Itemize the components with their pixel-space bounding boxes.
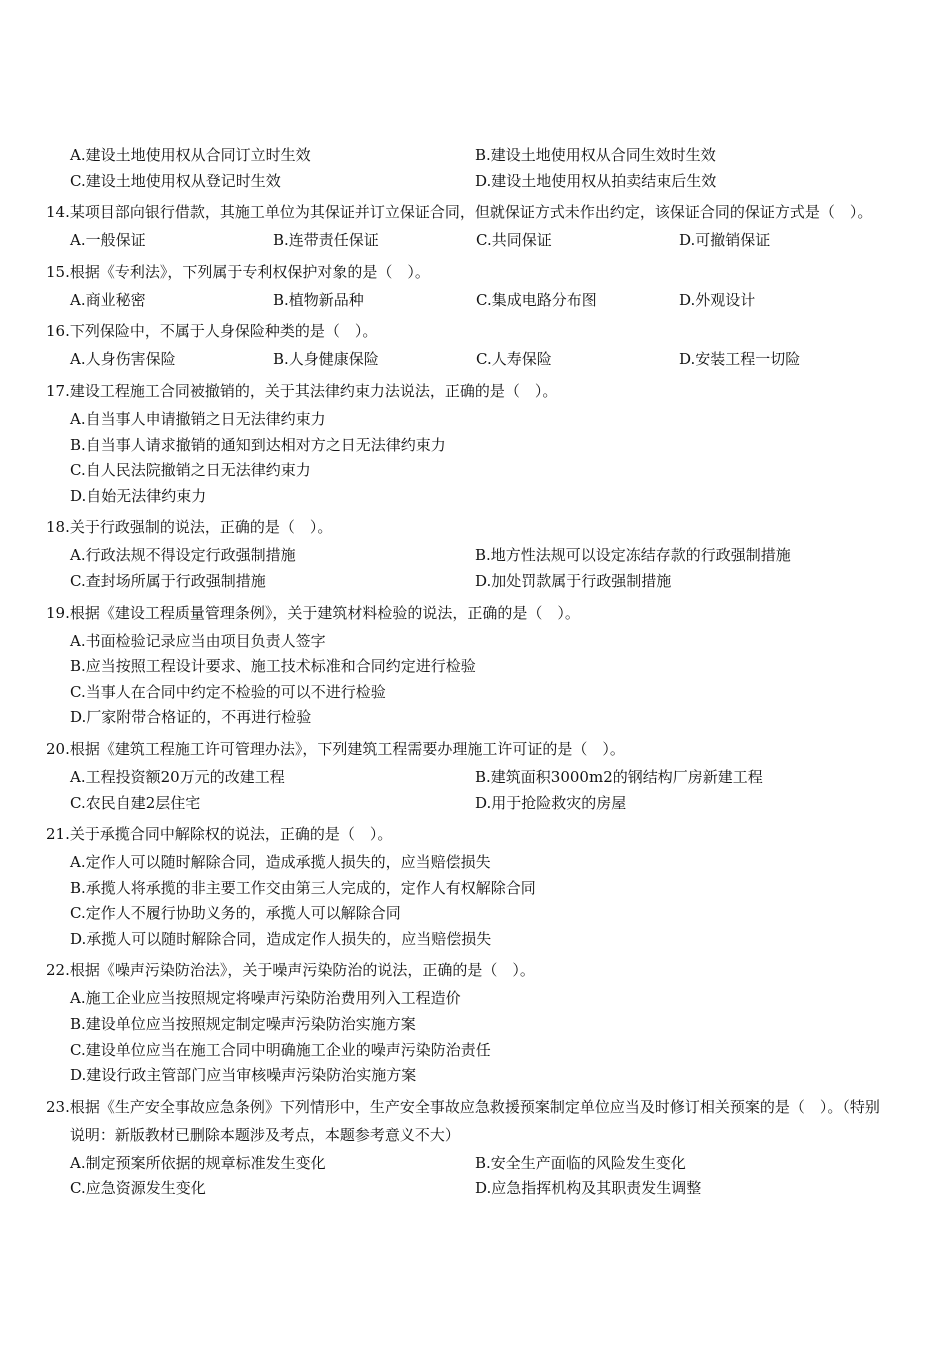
q17-number: 17. [46,381,70,400]
q19-stem [46,599,886,627]
q19-option-a: A.书面检验记录应当由项目负责人签字 [70,631,326,650]
q15-text: 根据《专利法》，下列属于专利权保护对象的是（ ）。 [69,262,430,281]
q14-option-a: A.一般保证 [70,231,146,250]
q20-number: 20. [46,739,70,758]
q16-option-d: D.安装工程一切险 [679,350,801,369]
q15-option-c: C.集成电路分布图 [476,290,597,309]
q14-number: 14. [46,203,70,222]
q19-options [46,629,886,731]
q16-option-a: A.人身伤害保险 [70,350,176,369]
q22-stem [46,956,886,984]
q22-option-d: D.建设行政主管部门应当审核噪声污染防治实施方案 [70,1066,417,1085]
q20-option-b: B.建筑面积3000m2的钢结构厂房新建工程 [475,767,763,786]
q23-stem [46,1093,886,1149]
q20-text: 根据《建筑工程施工许可管理办法》，下列建筑工程需要办理施工许可证的是（ ）。 [69,739,625,758]
q21-stem [46,820,886,848]
q13-option-b: B.建设土地使用权从合同生效时生效 [475,146,716,164]
q21-number: 21. [46,825,70,844]
question-list [46,143,886,1202]
q20-option-d: D.用于抢险救灾的房屋 [475,793,627,812]
q15-option-a: A.商业秘密 [70,290,146,309]
q19-text: 根据《建设工程质量管理条例》，关于建筑材料检验的说法，正确的是（ ）。 [69,603,580,622]
q18-stem [46,513,886,541]
q21-text: 关于承揽合同中解除权的说法，正确的是（ ）。 [69,825,393,844]
q13-options [46,143,886,194]
q13-option-d: D.建设土地使用权从拍卖结束后生效 [475,171,717,190]
q23-number: 23. [46,1097,70,1116]
q16-stem [46,317,886,345]
q21-options [46,850,886,952]
q18-options [46,543,886,594]
q22-number: 22. [46,961,70,980]
q22-text: 根据《噪声污染防治法》，关于噪声污染防治的说法，正确的是（ ）。 [69,961,535,980]
q16-number: 16. [46,322,70,341]
q18-number: 18. [46,518,70,537]
q13-option-c: C.建设土地使用权从登记时生效 [70,171,281,190]
q23-option-b: B.安全生产面临的风险发生变化 [475,1153,686,1172]
q16-option-b: B.人身健康保险 [273,350,379,369]
q14-options [46,228,886,254]
q21-option-a: A.定作人可以随时解除合同，造成承揽人损失的，应当赔偿损失 [70,853,491,872]
q15-option-b: B.植物新品种 [273,290,364,309]
q17-stem [46,377,886,405]
q18-option-b: B.地方性法规可以设定冻结存款的行政强制措施 [475,546,791,565]
q15-options [46,288,886,314]
q14-stem [46,198,886,226]
q14-option-b: B.连带责任保证 [273,231,379,250]
q20-stem [46,735,886,763]
q18-option-a: A.行政法规不得设定行政强制措施 [70,546,296,565]
q14-text: 某项目部向银行借款，其施工单位为其保证并订立保证合同，但就保证方式未作出约定，该保证合同的保证方式是（ ）。 [69,203,873,222]
q18-option-d: D.加处罚款属于行政强制措施 [475,571,672,590]
q17-option-a: A.自当事人申请撤销之日无法律约束力 [70,409,326,428]
q18-option-c: C.查封场所属于行政强制措施 [70,571,266,590]
q23-option-c: C.应急资源发生变化 [70,1179,206,1198]
q22-option-a: A.施工企业应当按照规定将噪声污染防治费用列入工程造价 [70,989,461,1008]
q16-text: 下列保险中，不属于人身保险种类的是（ ）。 [69,322,378,341]
q14-option-d: D.可撤销保证 [679,231,771,250]
q19-option-b: B.应当按照工程设计要求、施工技术标准和合同约定进行检验 [70,657,476,676]
q20-options [46,765,886,816]
q17-option-d: D.自始无法律约束力 [70,486,207,505]
q14-option-c: C.共同保证 [476,231,552,250]
q20-option-c: C.农民自建2层住宅 [70,793,201,812]
q23-option-d: D.应急指挥机构及其职责发生调整 [475,1179,702,1198]
q21-option-d: D.承揽人可以随时解除合同，造成定作人损失的，应当赔偿损失 [70,929,492,948]
q21-option-b: B.承揽人将承揽的非主要工作交由第三人完成的，定作人有权解除合同 [70,878,536,897]
q21-option-c: C.定作人不履行协助义务的，承揽人可以解除合同 [70,904,401,923]
q16-option-c: C.人寿保险 [476,350,552,369]
q15-stem [46,258,886,286]
q23-options [46,1151,886,1202]
q19-number: 19. [46,603,70,622]
q22-options [46,986,886,1088]
q22-option-b: B.建设单位应当按照规定制定噪声污染防治实施方案 [70,1015,416,1034]
q17-option-c: C.自人民法院撤销之日无法律约束力 [70,461,311,480]
q15-option-d: D.外观设计 [679,290,756,309]
q13-option-a: A.建设土地使用权从合同订立时生效 [70,146,311,164]
q23-option-a: A.制定预案所依据的规章标准发生变化 [70,1153,326,1172]
q17-options [46,407,886,509]
q16-options [46,347,886,373]
q18-text: 关于行政强制的说法，正确的是（ ）。 [69,518,333,537]
q19-option-c: C.当事人在合同中约定不检验的可以不进行检验 [70,682,386,701]
q23-text: 根据《生产安全事故应急条例》下列情形中，生产安全事故应急救援预案制定单位应当及时修订相关预案的是（ ）。（特别说明：新版教材已删除本题涉及考点，本题参考意义不大） [69,1097,880,1144]
q15-number: 15. [46,262,70,281]
q17-option-b: B.自当事人请求撤销的通知到达相对方之日无法律约束力 [70,435,446,454]
q19-option-d: D.厂家附带合格证的，不再进行检验 [70,708,312,727]
q22-option-c: C.建设单位应当在施工合同中明确施工企业的噪声污染防治责任 [70,1040,491,1059]
q20-option-a: A.工程投资额20万元的改建工程 [70,767,285,786]
q17-text: 建设工程施工合同被撤销的，关于其法律约束力法说法，正确的是（ ）。 [69,381,558,400]
